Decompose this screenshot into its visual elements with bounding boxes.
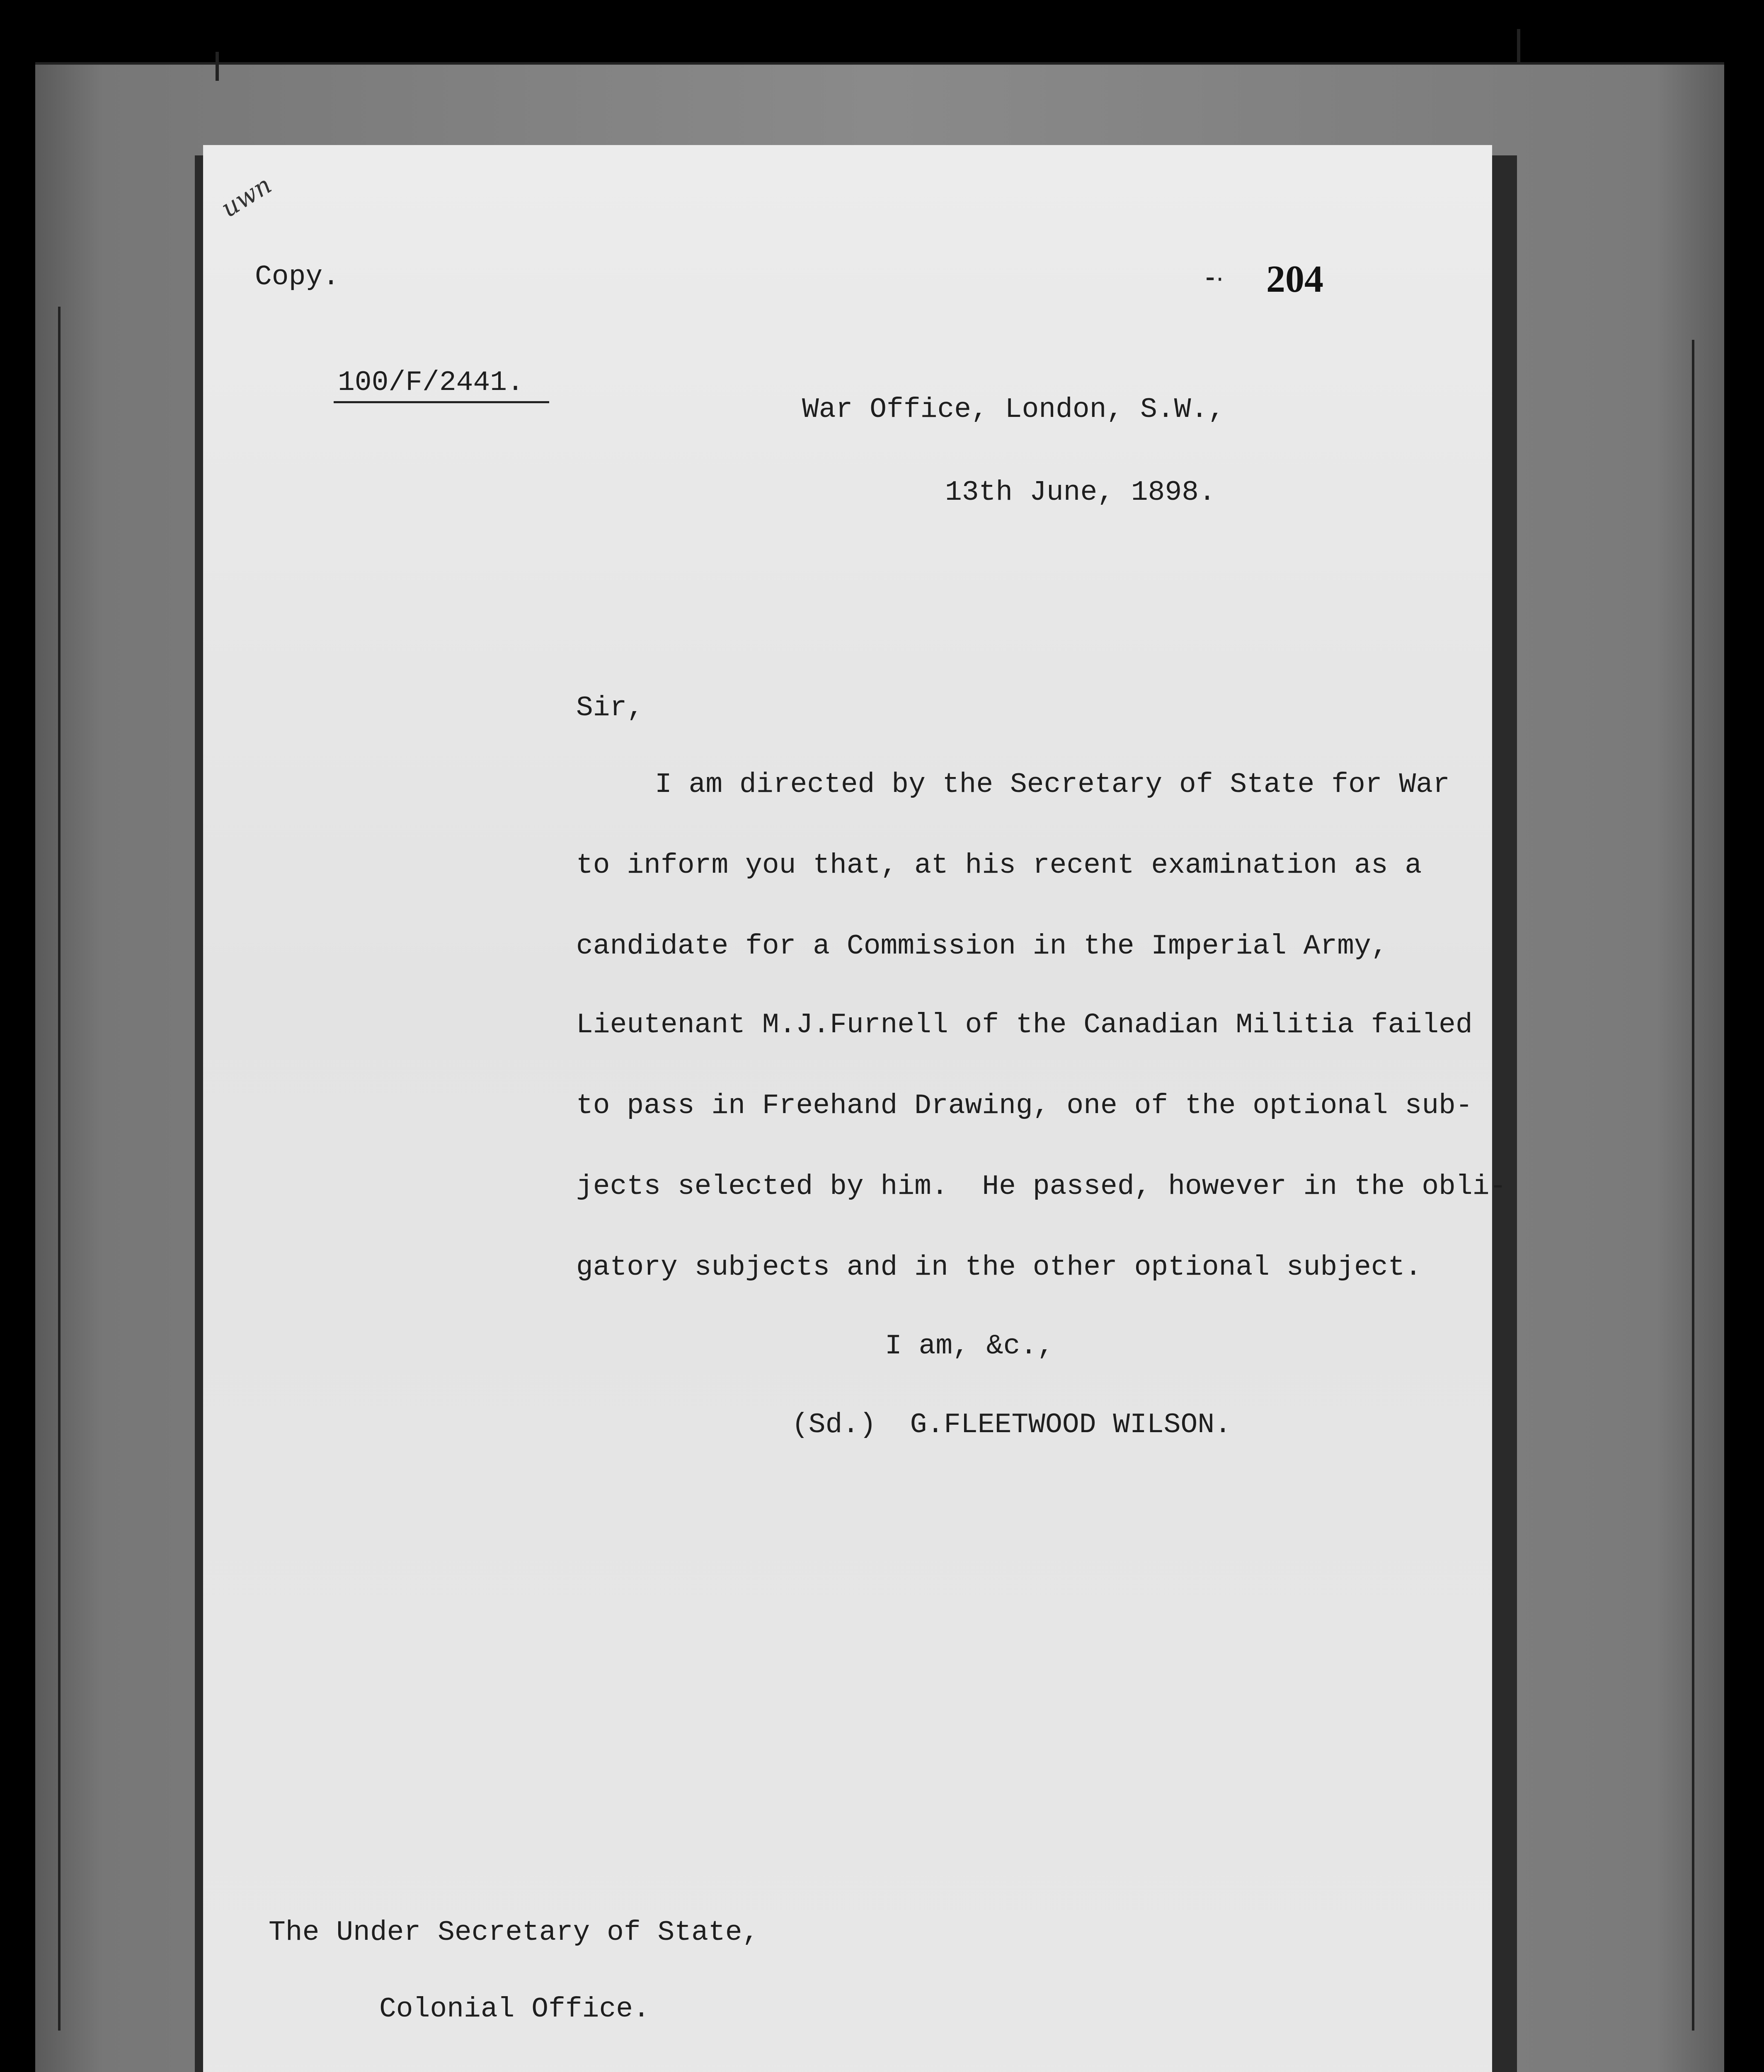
frame-tick-left	[216, 52, 219, 81]
handwritten-mark-icon: uwn	[216, 170, 277, 223]
salutation: Sir,	[576, 692, 644, 724]
letter-date: 13th June, 1898.	[945, 477, 1216, 508]
body-line: to inform you that, at his recent examination as a	[576, 850, 1422, 881]
body-line: I am directed by the Secretary of State for War	[655, 769, 1450, 801]
body-line: gatory subjects and in the other optional subject.	[576, 1251, 1422, 1283]
mount-line-left	[58, 307, 61, 2031]
copy-label: Copy.	[255, 261, 340, 293]
sender-address: War Office, London, S.W.,	[802, 394, 1225, 426]
recipient-title: The Under Secretary of State,	[269, 1917, 759, 1949]
signature: (Sd.) G.FLEETWOOD WILSON.	[792, 1409, 1231, 1441]
mount-top-edge	[35, 62, 1724, 65]
body-line: candidate for a Commission in the Imperial Army,	[576, 930, 1388, 962]
body-line: jects selected by him. He passed, however in the obli-	[576, 1171, 1507, 1203]
mount-line-right	[1692, 340, 1694, 2031]
reference-number: 100/F/2441.	[338, 367, 524, 399]
body-line: Lieutenant M.J.Furnell of the Canadian Militia failed	[576, 1009, 1473, 1041]
body-line: to pass in Freehand Drawing, one of the optional sub-	[576, 1090, 1473, 1122]
closing: I am, &c.,	[885, 1330, 1054, 1362]
reference-underline	[334, 401, 549, 403]
frame-tick-right	[1517, 29, 1520, 62]
page-mark-icon: ⁃·	[1204, 265, 1224, 293]
page-number: 204	[1266, 258, 1323, 300]
recipient-office: Colonial Office.	[379, 1993, 650, 2025]
